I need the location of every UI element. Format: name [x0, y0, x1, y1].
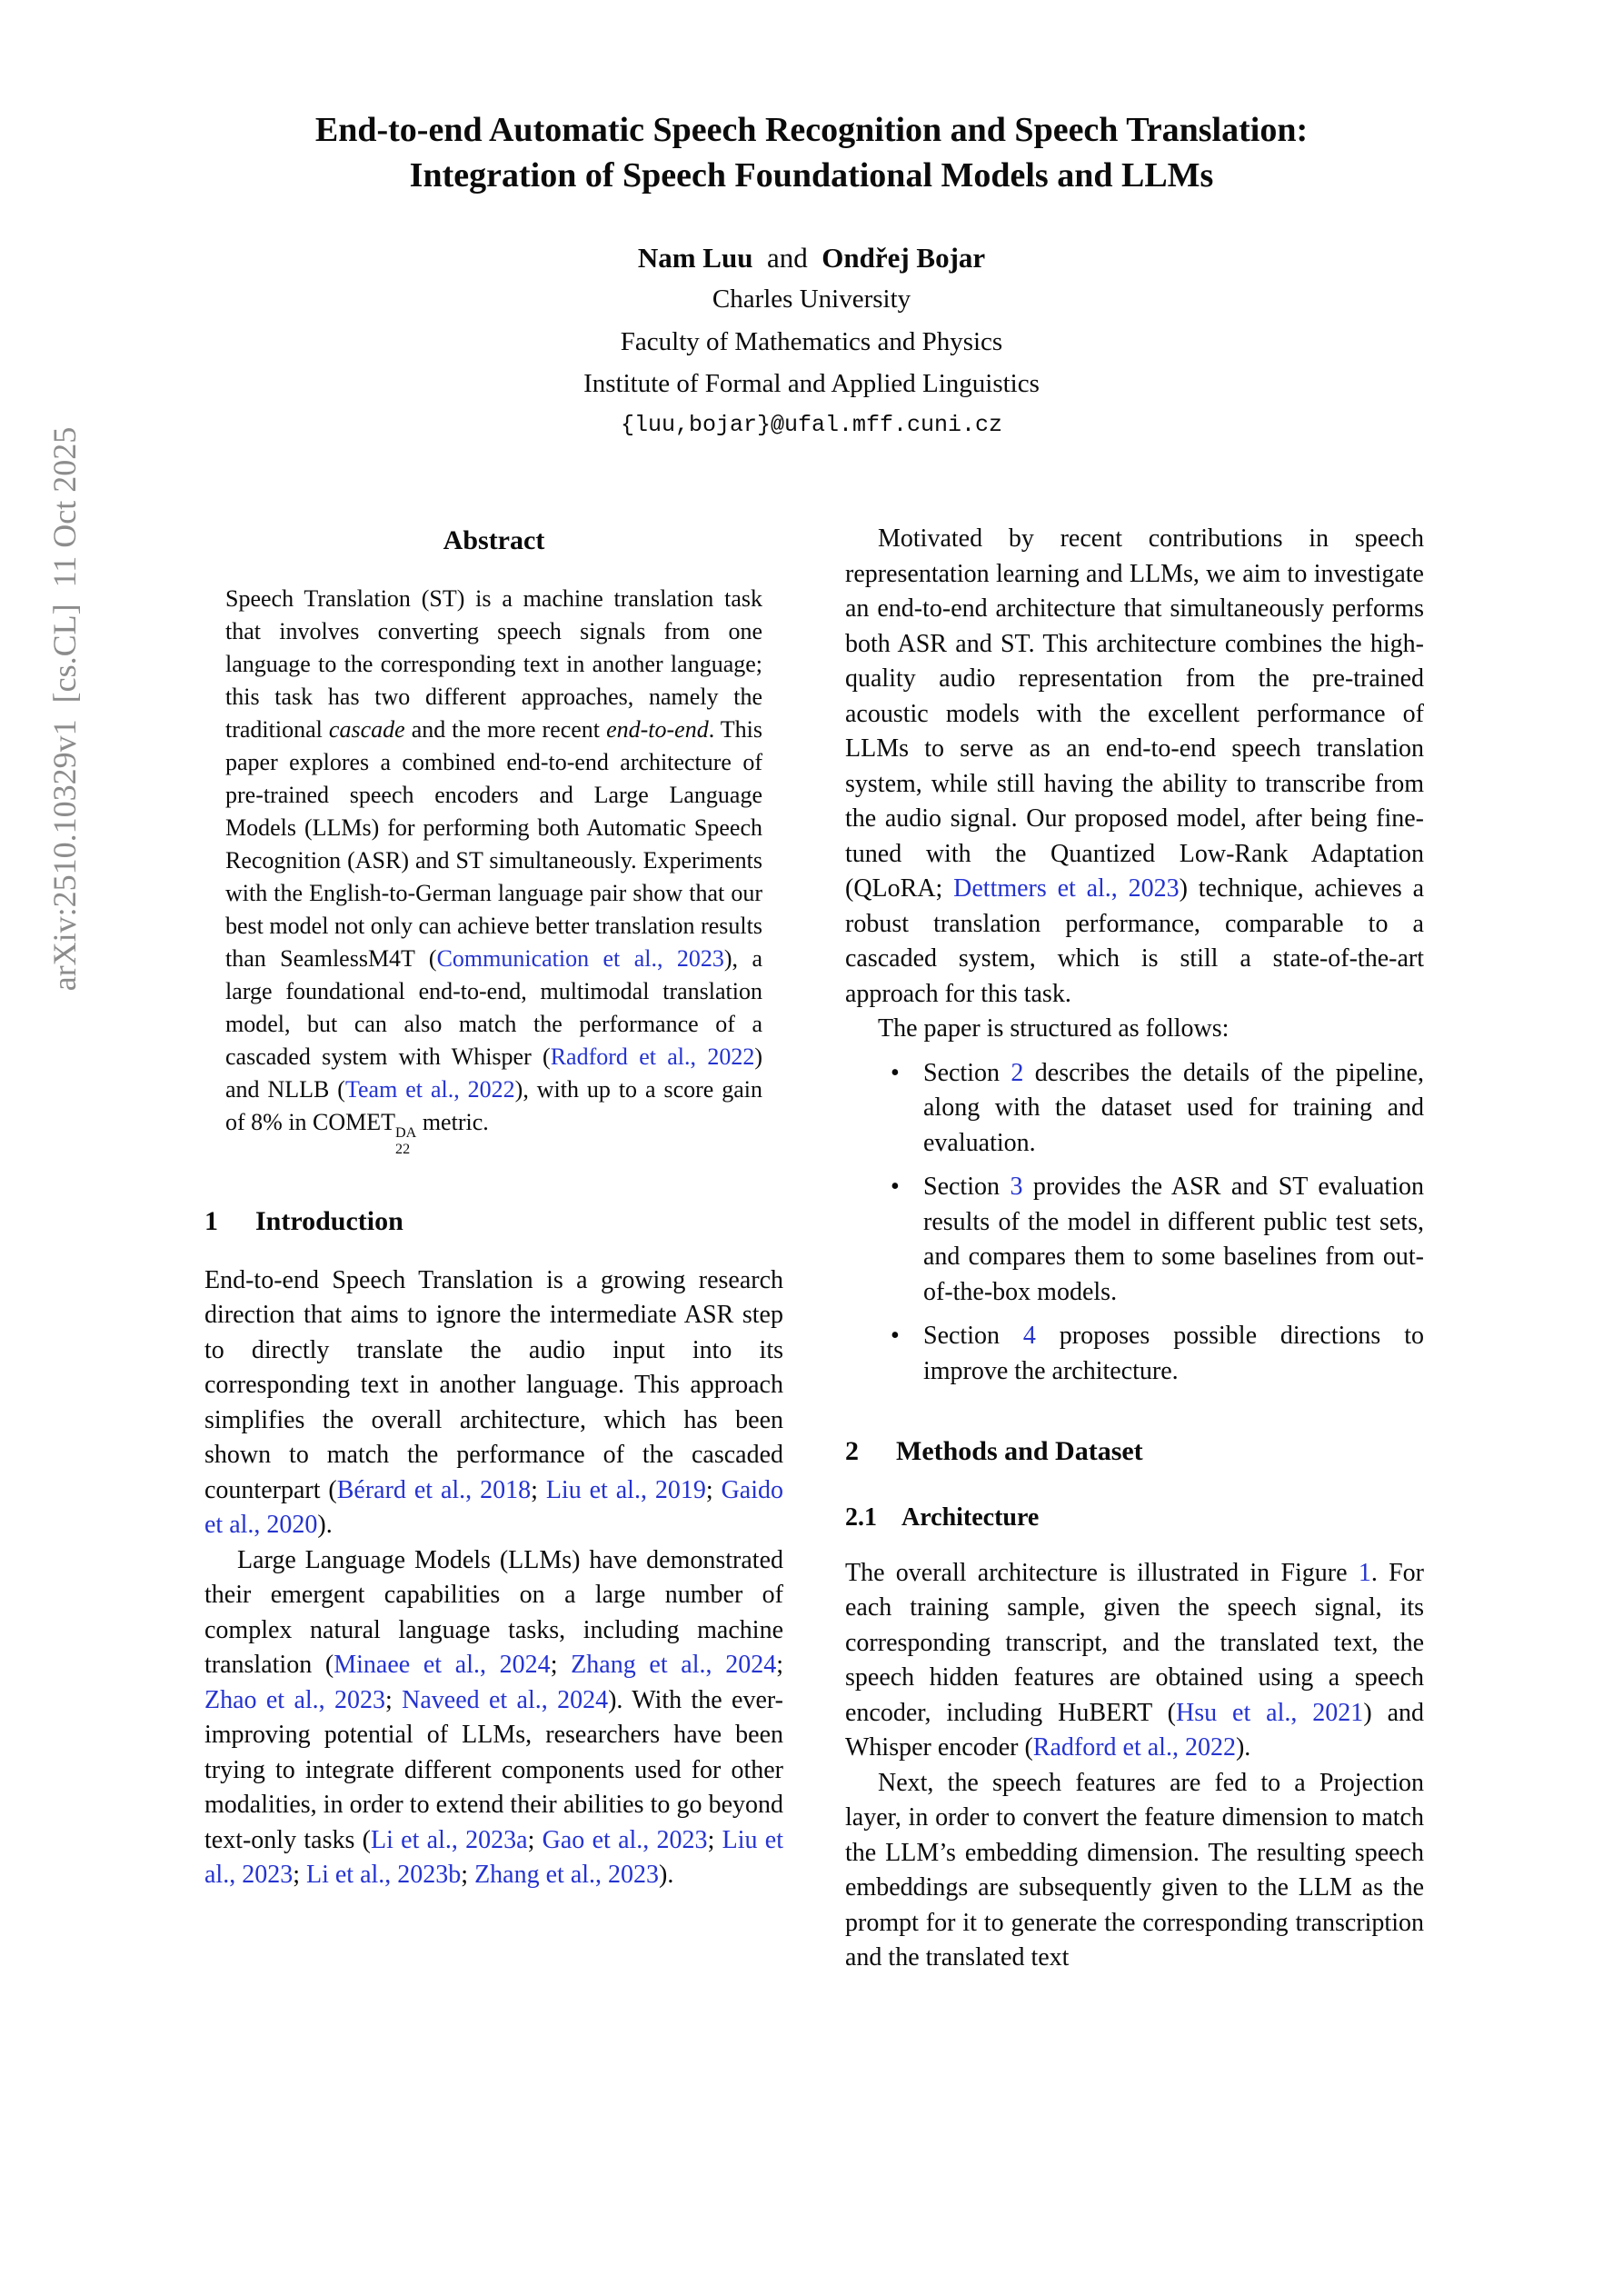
text-segment: ). With the ever-improving potential of LLMs, researchers have been trying to integrate different components used for other modalities, in order to extend their abilities to go beyond text-only tasks ( [204, 1685, 783, 1854]
citation-link[interactable]: Zhang et al., 2023 [474, 1861, 660, 1890]
text-segment: ). [317, 1511, 333, 1540]
text-segment: . This paper explores a combined end-to-end architecture of pre-trained speech encoders and Large Language Models (LLMs) for performing both Automatic Speech Recognition (ASR) and ST simultaneously. Experiments with the English-to-German language pair show that our best model not only can achieve better translation results than SeamlessM4T ( [225, 716, 762, 973]
text-segment: ; [293, 1861, 306, 1890]
bullet-icon: • [891, 1173, 900, 1202]
text-segment: end-to-end [606, 716, 709, 744]
arxiv-watermark: arXiv:2510.10329v1 [cs.CL] 11 Oct 2025 [46, 426, 83, 992]
paragraph [204, 1543, 783, 1893]
citation-link[interactable]: Radford et al., 2022 [1032, 1733, 1236, 1762]
text-segment: The overall architecture is illustrated in Figure [845, 1558, 1359, 1587]
section-title: Introduction [255, 1205, 403, 1236]
paragraph [845, 1556, 1424, 1766]
paper-title-line-2: Integration of Speech Foundational Models and LLMs [409, 156, 1214, 195]
text-segment: ). [659, 1861, 674, 1890]
two-column-body [0, 522, 1623, 1976]
paragraph [845, 1766, 1424, 1976]
subsection-2-1-heading [845, 1501, 1424, 1536]
text-segment: Speech Translation (ST) is a machine translation task that involves converting speech signals from one language to the corresponding text in another language; this task has two different approaches, namely the traditional [225, 585, 762, 744]
text-segment: Motivated by recent contributions in speech representation learning and LLMs, we aim to investigate an end-to-end architecture that simultaneously performs both ASR and ST. This architecture combines the high-quality audio representation from the pre-trained acoustic models with the excellent performance of LLMs to serve as an end-to-end speech translation system, while still having the ability to transcribe from the audio signal. Our proposed model, after being fine-tuned with the Quantized Low-Rank Adaptation (QLoRA; [845, 524, 1424, 903]
list-item-text [923, 1173, 1424, 1306]
citation-link[interactable]: 4 [1022, 1322, 1036, 1351]
paragraph [204, 1263, 783, 1543]
author-email: {luu,bojar}@ufal.mff.cuni.cz [620, 412, 1003, 439]
citation-link[interactable]: 1 [1358, 1558, 1371, 1587]
list-item [845, 1056, 1424, 1162]
citation-link[interactable]: Li et al., 2023a [370, 1825, 528, 1854]
text-segment: describes the details of the pipeline, along with the dataset used for training and evaluation. [923, 1058, 1424, 1157]
text-segment: Section [923, 1173, 1011, 1202]
text-segment: . For each training sample, given the speech signal, its corresponding transcript, and the translated text, the speech hidden features are obtained using a speech encoder, including HuBERT ( [845, 1558, 1424, 1727]
text-segment: ; [707, 1825, 722, 1854]
citation-link[interactable]: Li et al., 2023b [306, 1861, 462, 1890]
author-line [0, 242, 1623, 275]
affiliation-line: Charles University [712, 285, 911, 314]
text-segment: ). [1235, 1733, 1251, 1762]
citation-link[interactable]: Liu et al., 2023 [204, 1825, 784, 1890]
paper-title-line-1: End-to-end Automatic Speech Recognition and Speech Translation: [314, 111, 1309, 149]
subsup-script: DA 22 [395, 1125, 417, 1158]
citation-link[interactable]: Gaido et al., 2020 [204, 1475, 784, 1540]
text-segment: ), with up to a score gain of 8% in COMET [225, 1076, 763, 1136]
subsection-number: 2.1 [845, 1503, 877, 1532]
list-item-text [923, 1322, 1424, 1385]
text-segment: Section [923, 1322, 1023, 1351]
citation-link[interactable]: 2 [1011, 1058, 1024, 1087]
text-segment: and the more recent [404, 716, 607, 744]
section-1-heading [204, 1203, 783, 1240]
subsection-title: Architecture [901, 1503, 1040, 1532]
section-number: 2 [845, 1436, 859, 1467]
abstract-heading: Abstract [443, 525, 545, 556]
text-segment: ) and NLLB ( [225, 1043, 762, 1103]
text-segment: Section [923, 1058, 1011, 1087]
column-right [845, 522, 1424, 1976]
citation-link[interactable]: 3 [1010, 1173, 1023, 1202]
text-segment: Next, the speech features are fed to a Projection layer, in order to convert the feature dimension to match the LLM’s embedding dimension. The resulting speech embeddings are subsequently given to the LLM as the prompt for it to generate the corresponding transcription and the translated text [845, 1768, 1424, 1972]
text-segment: metric. [416, 1109, 489, 1136]
citation-link[interactable]: Zhang et al., 2024 [571, 1651, 777, 1680]
text-segment: End-to-end Speech Translation is a growing research direction that aims to ignore the intermediate ASR step to directly translate the audio input into its corresponding text in another language. This approach simplifies the overall architecture, which has been shown to match the performance of the cascaded counterpart ( [204, 1265, 783, 1504]
text-segment: ; [527, 1825, 543, 1854]
list-item [845, 1170, 1424, 1310]
text-segment: ; [531, 1475, 546, 1504]
text-segment: ) technique, achieves a robust translation performance, comparable to a cascaded system, which is still a state-of-the-art approach for this task. [845, 874, 1425, 1008]
text-segment: Nam Luu [637, 242, 753, 275]
bullet-icon: • [891, 1058, 900, 1087]
abstract-section [204, 522, 783, 1158]
affiliation-line: Institute of Formal and Applied Linguistics [583, 368, 1040, 398]
citation-link[interactable]: Communication et al., 2023 [436, 945, 724, 973]
citation-link[interactable]: Zhao et al., 2023 [204, 1685, 385, 1714]
citation-link[interactable]: Bérard et al., 2018 [336, 1475, 532, 1504]
paper-header [0, 0, 1623, 438]
text-segment: Large Language Models (LLMs) have demonstrated their emergent capabilities on a large number of complex natural language tasks, including machine translation ( [204, 1545, 783, 1680]
citation-link[interactable]: Gao et al., 2023 [542, 1825, 708, 1854]
text-segment: ), a large foundational end-to-end, multimodal translation model, but can also match the performance of a cascaded system with Whisper ( [225, 945, 763, 1071]
citation-link[interactable]: Dettmers et al., 2023 [953, 874, 1180, 903]
citation-link[interactable]: Liu et al., 2019 [545, 1475, 706, 1504]
citation-link[interactable]: Minaee et al., 2024 [334, 1651, 551, 1680]
text-segment: Ondřej Bojar [821, 242, 986, 275]
text-segment: ; [705, 1475, 722, 1504]
text-segment: and [752, 242, 822, 275]
text-segment: cascade [328, 716, 405, 744]
text-segment: ; [550, 1651, 572, 1680]
section-2-heading [845, 1433, 1424, 1470]
abstract-text [204, 583, 783, 1158]
list-item [845, 1319, 1424, 1389]
column-left [204, 522, 783, 1893]
text-segment: ; [385, 1685, 403, 1714]
structure-lead: The paper is structured as follows: [878, 1014, 1230, 1043]
affiliation-line: Faculty of Mathematics and Physics [620, 326, 1003, 356]
citation-link[interactable]: Team et al., 2022 [344, 1076, 515, 1103]
paper-title [0, 107, 1623, 198]
section-title: Methods and Dataset [896, 1436, 1143, 1467]
bullet-icon: • [891, 1322, 900, 1351]
text-segment: provides the ASR and ST evaluation results of the model in different public test sets, and compares them to some baselines from out-of-the-box models. [923, 1173, 1424, 1306]
section-number: 1 [204, 1205, 218, 1236]
citation-link[interactable]: Radford et al., 2022 [550, 1043, 755, 1071]
text-segment: ; [461, 1861, 475, 1890]
citation-link[interactable]: Naveed et al., 2024 [402, 1685, 609, 1714]
text-segment: ; [776, 1651, 783, 1680]
text-segment: ) and Whisper encoder ( [845, 1698, 1424, 1762]
text-segment: proposes possible directions to improve the architecture. [923, 1322, 1424, 1385]
paragraph [845, 522, 1424, 1012]
list-item-text [923, 1059, 1424, 1157]
citation-link[interactable]: Hsu et al., 2021 [1175, 1698, 1364, 1727]
paper-structure-list [845, 1056, 1424, 1390]
